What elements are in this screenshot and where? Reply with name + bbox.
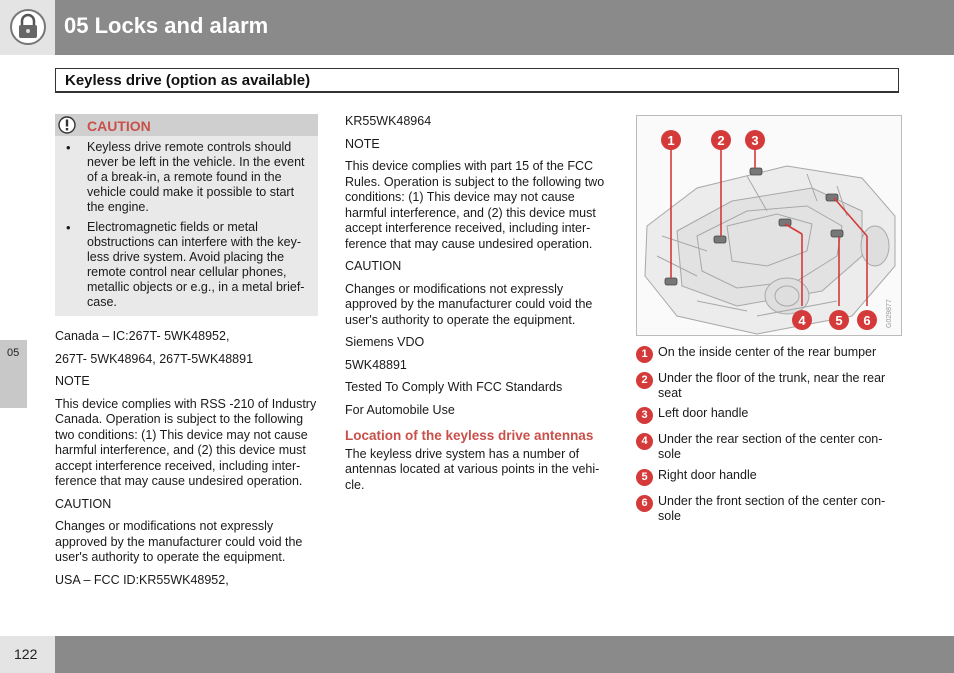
chapter-side-tab — [0, 340, 27, 408]
paragraph: Changes or modifications not expressly approved by the manufacturer could void the user's authority to operate the equipment. — [345, 281, 593, 327]
callout-4 — [792, 310, 812, 330]
caution-heading: CAUTION — [87, 118, 151, 134]
legend-text: On the inside center of the rear bumper — [658, 345, 877, 359]
paragraph: NOTE — [345, 136, 380, 151]
legend-number: 3 — [636, 407, 653, 424]
page-number-box — [0, 636, 55, 673]
page-footer — [0, 636, 954, 673]
legend-number: 1 — [636, 346, 653, 363]
paragraph: 267T- 5WK48964, 267T-5WK48891 — [55, 351, 254, 366]
paragraph: Siemens VDO — [345, 335, 425, 349]
svg-text:2: 2 — [717, 133, 725, 148]
legend-text: Under the floor of the trunk, near the rear seat — [658, 371, 886, 400]
legend-item — [636, 468, 902, 483]
car-antenna-illustration — [636, 115, 902, 336]
figure-code: G029877 — [886, 299, 893, 328]
exclamation-icon — [58, 116, 76, 134]
caution-box — [55, 114, 318, 316]
paragraph: CAUTION — [345, 259, 402, 273]
chapter-title: 05 Locks and alarm — [64, 13, 269, 38]
antenna-marker — [750, 168, 762, 175]
antenna-marker — [779, 219, 791, 226]
paragraph: KR55WK48964 — [345, 114, 432, 128]
paragraph: Changes or modifications not expressly approved by the manufacturer could void the user's authority to operate the equipment. — [55, 519, 303, 564]
callout-1 — [661, 130, 681, 150]
lock-icon — [9, 8, 47, 46]
legend-item — [636, 494, 902, 524]
antenna-marker — [714, 236, 726, 243]
section-title-bar — [55, 68, 899, 93]
paragraph: NOTE — [55, 374, 90, 388]
caution-item: • Keyless drive remote controls should never be left in the vehicle. In the event of a break-in, a remote found in the vehicle could make it possible to start the engine. — [55, 140, 318, 215]
paragraph: Canada – IC:267T- 5WK48952, — [55, 329, 230, 343]
legend-item — [636, 371, 902, 401]
legend-text: Left door handle — [658, 406, 749, 420]
callout-5 — [829, 310, 849, 330]
caution-header — [55, 114, 318, 136]
car-diagram — [637, 116, 901, 335]
paragraph: CAUTION — [55, 496, 112, 511]
paragraph: For Automobile Use — [345, 402, 455, 417]
legend-item — [636, 406, 902, 421]
page-number: 122 — [14, 646, 38, 662]
paragraph: Tested To Comply With FCC Standards — [345, 380, 563, 394]
chapter-icon-box — [0, 0, 55, 55]
antenna-legend — [636, 345, 902, 524]
paragraph: This device complies with RSS -210 of Industry Canada. Operation is subject to the following two conditions: (1) This device may not cause harmful interference, and (2) this device must accept interference received, including inter-ference that may cause undesired operation. — [55, 396, 317, 488]
svg-text:5: 5 — [835, 313, 843, 328]
antenna-marker — [665, 278, 677, 285]
text-column-middle — [345, 114, 611, 500]
legend-item — [636, 345, 902, 360]
paragraph: 5WK48891 — [345, 357, 407, 372]
antenna-marker — [831, 230, 843, 237]
legend-number: 4 — [636, 433, 653, 450]
section-title: Keyless drive (option as available) — [65, 72, 311, 89]
text-column-left — [55, 329, 321, 595]
legend-text: Right door handle — [658, 468, 757, 482]
svg-text:1: 1 — [667, 133, 675, 148]
svg-text:3: 3 — [751, 133, 759, 148]
callout-6 — [857, 310, 877, 330]
legend-text: Under the front section of the center con-sole — [658, 494, 886, 523]
svg-text:6: 6 — [863, 313, 871, 328]
caution-list — [55, 140, 318, 315]
svg-text:4: 4 — [798, 313, 806, 328]
paragraph: This device complies with part 15 of the FCC Rules. Operation is subject to the following two conditions: (1) This device may not cause harmful interference, and (2) this device must accept interference received, including inter-ference that may cause undesired operation. — [345, 159, 605, 251]
subheading-antenna-locations: Location of the keyless drive antennas — [345, 428, 594, 443]
legend-number: 6 — [636, 495, 653, 512]
page-header — [0, 0, 954, 55]
legend-text: Under the rear section of the center con-sole — [658, 432, 883, 461]
caution-item: • Electromagnetic fields or metal obstructions can interfere with the key-less drive system. Avoid placing the remote control near cellular phones, metallic objects or e.g., in a metal brief-case. — [55, 220, 318, 310]
legend-number: 5 — [636, 469, 653, 486]
paragraph: The keyless drive system has a number of antennas located at various points in the vehi-cle. — [345, 446, 600, 492]
callout-2 — [711, 130, 731, 150]
legend-number: 2 — [636, 372, 653, 389]
callout-3 — [745, 130, 765, 150]
legend-item — [636, 432, 902, 462]
paragraph: USA – FCC ID:KR55WK48952, — [55, 572, 229, 587]
side-tab-label: 05 — [7, 347, 20, 359]
